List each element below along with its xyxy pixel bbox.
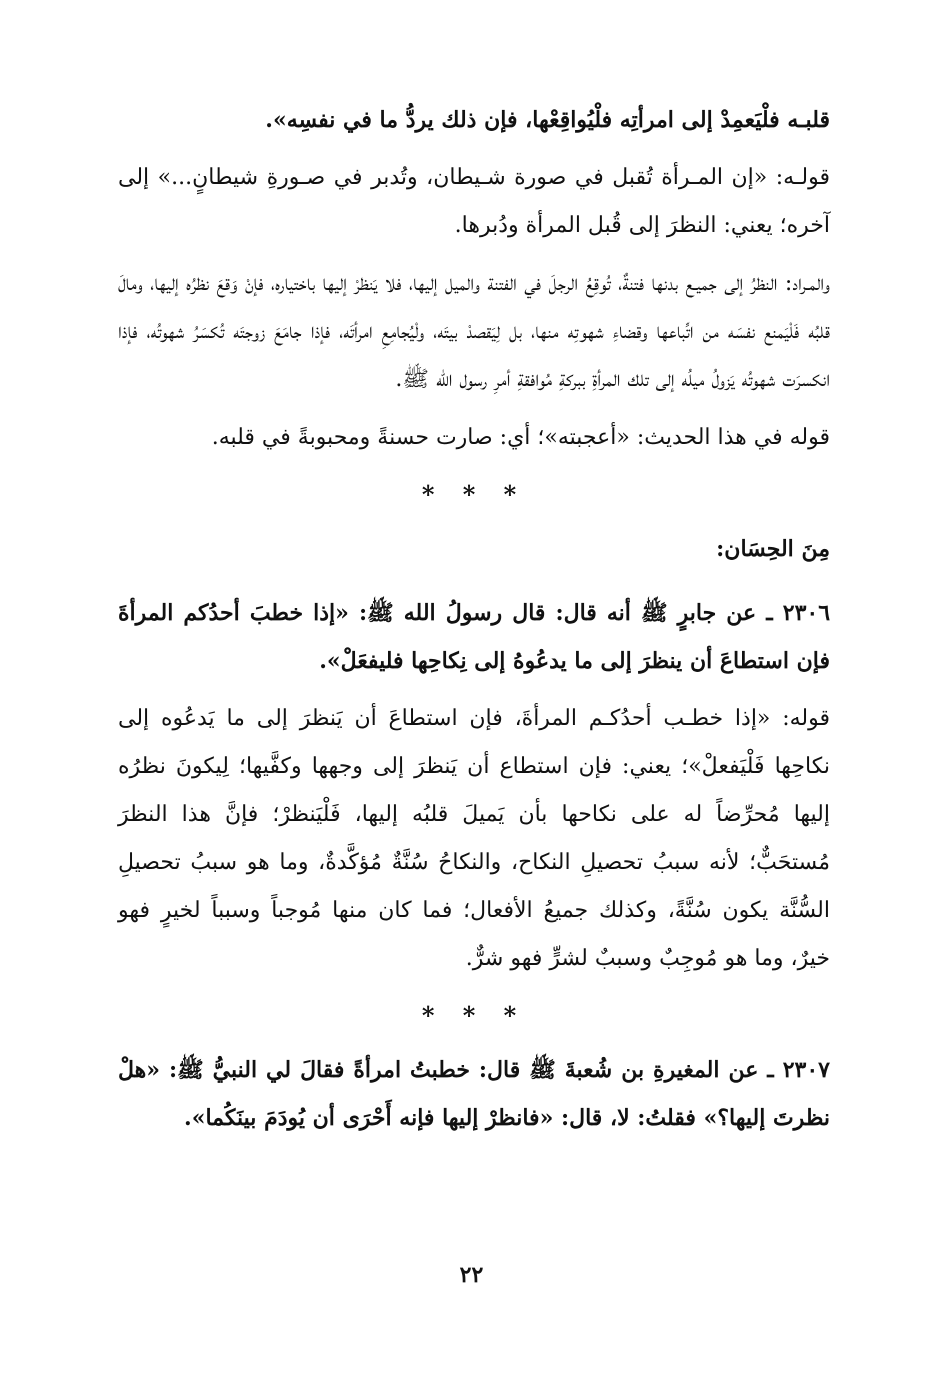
section-separator-2: * * *	[421, 1001, 527, 1030]
paragraph-3: والمـراد: النظرُ إلى جميـع بدنها فتنةٌ، تُوقِعُ الرجلَ في الفتنة والميل إليها، فلا يَنظرْ إليها باختياره، فإنْ وَقعَ نظرُه إليها، ومالَ قلبُه فَلْيَمنع نفسَه من اتِّباعها وقضاءِ شهوتِه منها، بل لِيَقصدْ بيتَه، ولْيُجامِعِ امرأتَه، فإذا جامَعَ زوجتَه تُكسَرُ شهوتُه، فإذا انكسرَت شهوتُه يَزولُ ميلُه إلى تلك المرأةِ ببركةِ مُوافقةِ أمرِ رسول الله ﷺ.	[118, 271, 830, 392]
paragraph-4: قوله في هذا الحديث: «أعجبته»؛ أي: صارت حسنةً ومحبوبةً في قلبه.	[211, 425, 830, 450]
paragraph-1: قلبـه فلْيَعمِدْ إلى امرأتِه فلْيُواقِعْها، فإن ذلك يردُّ ما في نفسِه».	[265, 107, 830, 133]
hadith-2306: ٢٣٠٦ ـ عن جابرٍ ﷺ أنه قال: قال رسولُ الله ﷺ: «إذا خطبَ أحدُكم المرأةَ فإن استطاعَ أن ينظرَ إلى ما يدعُوهُ إلى نِكاحِها فليفعَلْ».	[118, 600, 831, 674]
hadith-2307: ٢٣٠٧ ـ عن المغيرةِ بن شُعبةَ ﷺ قال: خطبتُ امرأةً فقالَ لي النبيُّ ﷺ: «هلْ نظرتَ إليها؟» فقلتُ: لا، قال: «فانظرْ إليها فإنه أَحْرَى أن يُودَمَ بينَكُما».	[118, 1057, 830, 1131]
paragraph-2: قولـه: «إن المـرأة تُقبل في صورة شـيطان، وتُدبر في صـورةِ شيطانٍ...» إلى آخره؛ يعني: النظرَ إلى قُبل المرأة ودُبرها.	[118, 165, 830, 238]
section-heading: مِنَ الحِسَان:	[716, 536, 830, 562]
page-body	[118, 96, 830, 1142]
section-separator-1: * * *	[421, 480, 527, 509]
page-number: ٢٢	[459, 1262, 484, 1288]
paragraph-commentary-2306: قوله: «إذا خطـب أحدُكـم المرأةَ، فإن استطاعَ أن يَنظرَ إلى ما يَدعُوه إلى نكاحِها فَلْيَفعلْ»؛ يعني: فإن استطاع أن يَنظرَ إلى وجهها وكفَّيها؛ لِيكونَ نظرُه إليها مُحرِّضاً له على نكاحها بأن يَميلَ قلبُه إليها، فَلْيَنظرْ؛ فإنَّ هذا النظرَ مُستحَبٌّ؛ لأنه سببُ تحصيلِ النكاح، والنكاحُ سُنَّةٌ مُؤكَّدةٌ، وما هو سببُ تحصيلِ السُّنَّة يكون سُنَّةً، وكذلك جميعُ الأفعال؛ فما كان منها مُوجباً وسبباً لخيرٍ فهو خيرٌ، وما هو مُوجِبٌ وسببٌ لشرٍّ فهو شرٌّ.	[118, 706, 830, 971]
